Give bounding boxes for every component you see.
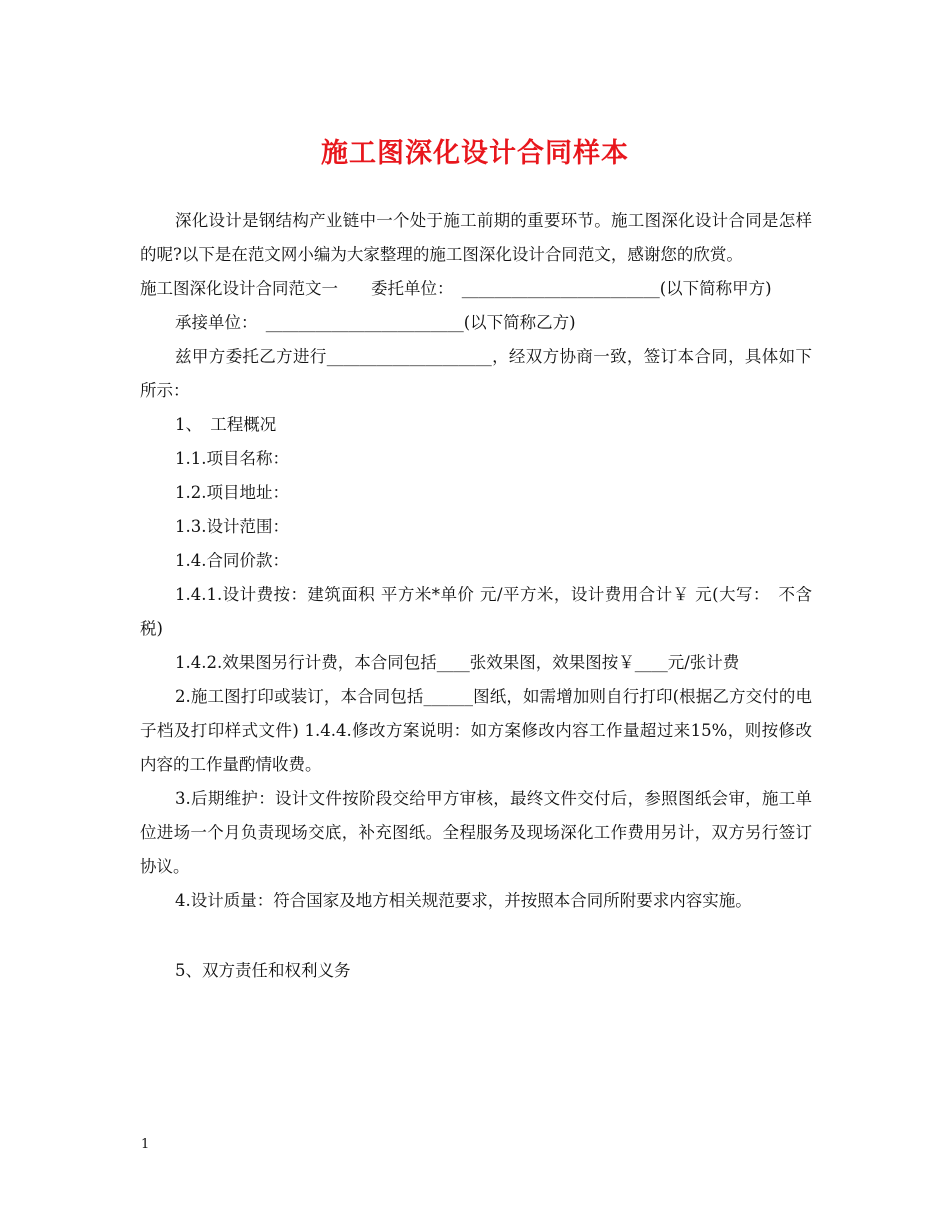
item-1-4-2: 1.4.2.效果图另行计费，本合同包括____张效果图，效果图按￥____元/张计费 bbox=[175, 653, 740, 672]
item-1-4: 1.4.合同价款： bbox=[175, 551, 289, 570]
document-body bbox=[140, 204, 812, 988]
contractor-line: 承接单位： ________________________(以下简称乙方) bbox=[175, 313, 576, 332]
page-number: 1 bbox=[141, 1137, 150, 1152]
document-title: 施工图深化设计合同样本 bbox=[321, 138, 629, 169]
item-1-1: 1.1.项目名称： bbox=[175, 449, 289, 468]
section-1-heading: 1、 工程概况 bbox=[175, 415, 277, 434]
paragraph-gap bbox=[140, 918, 812, 954]
item-1-2: 1.2.项目地址： bbox=[175, 483, 289, 502]
intro-paragraph: 深化设计是钢结构产业链中一个处于施工前期的重要环节。施工图深化设计合同是怎样的呢?以下是在范文网小编为大家整理的施工图深化设计合同范文，感谢您的欣赏。 bbox=[140, 211, 812, 264]
item-1-3: 1.3.设计范围： bbox=[175, 517, 289, 536]
item-1-4-1: 1.4.1.设计费按：建筑面积 平方米*单价 元/平方米，设计费用合计￥ 元(大写： 不含税) bbox=[140, 585, 812, 638]
item-3-maintenance: 3.后期维护：设计文件按阶段交给甲方审核，最终文件交付后，参照图纸会审，施工单位进场一个月负责现场交底，补充图纸。全程服务及现场深化工作费用另计，双方另行签订协议。 bbox=[140, 789, 812, 876]
contract-heading-line: 施工图深化设计合同范文一 委托单位： ________________________(以下简称甲方) bbox=[140, 279, 772, 298]
item-2-printing: 2.施工图打印或装订，本合同包括______图纸，如需增加则自行打印(根据乙方交付的电子档及打印样式文件) 1.4.4.修改方案说明：如方案修改内容工作量超过来15%，则按修改内容的工作量酌情收费。 bbox=[140, 687, 812, 774]
section-5-heading: 5、双方责任和权利义务 bbox=[175, 961, 351, 980]
item-4-quality: 4.设计质量：符合国家及地方相关规范要求，并按照本合同所附要求内容实施。 bbox=[175, 891, 752, 910]
commission-paragraph: 兹甲方委托乙方进行____________________，经双方协商一致，签订本合同，具体如下所示： bbox=[140, 347, 812, 400]
